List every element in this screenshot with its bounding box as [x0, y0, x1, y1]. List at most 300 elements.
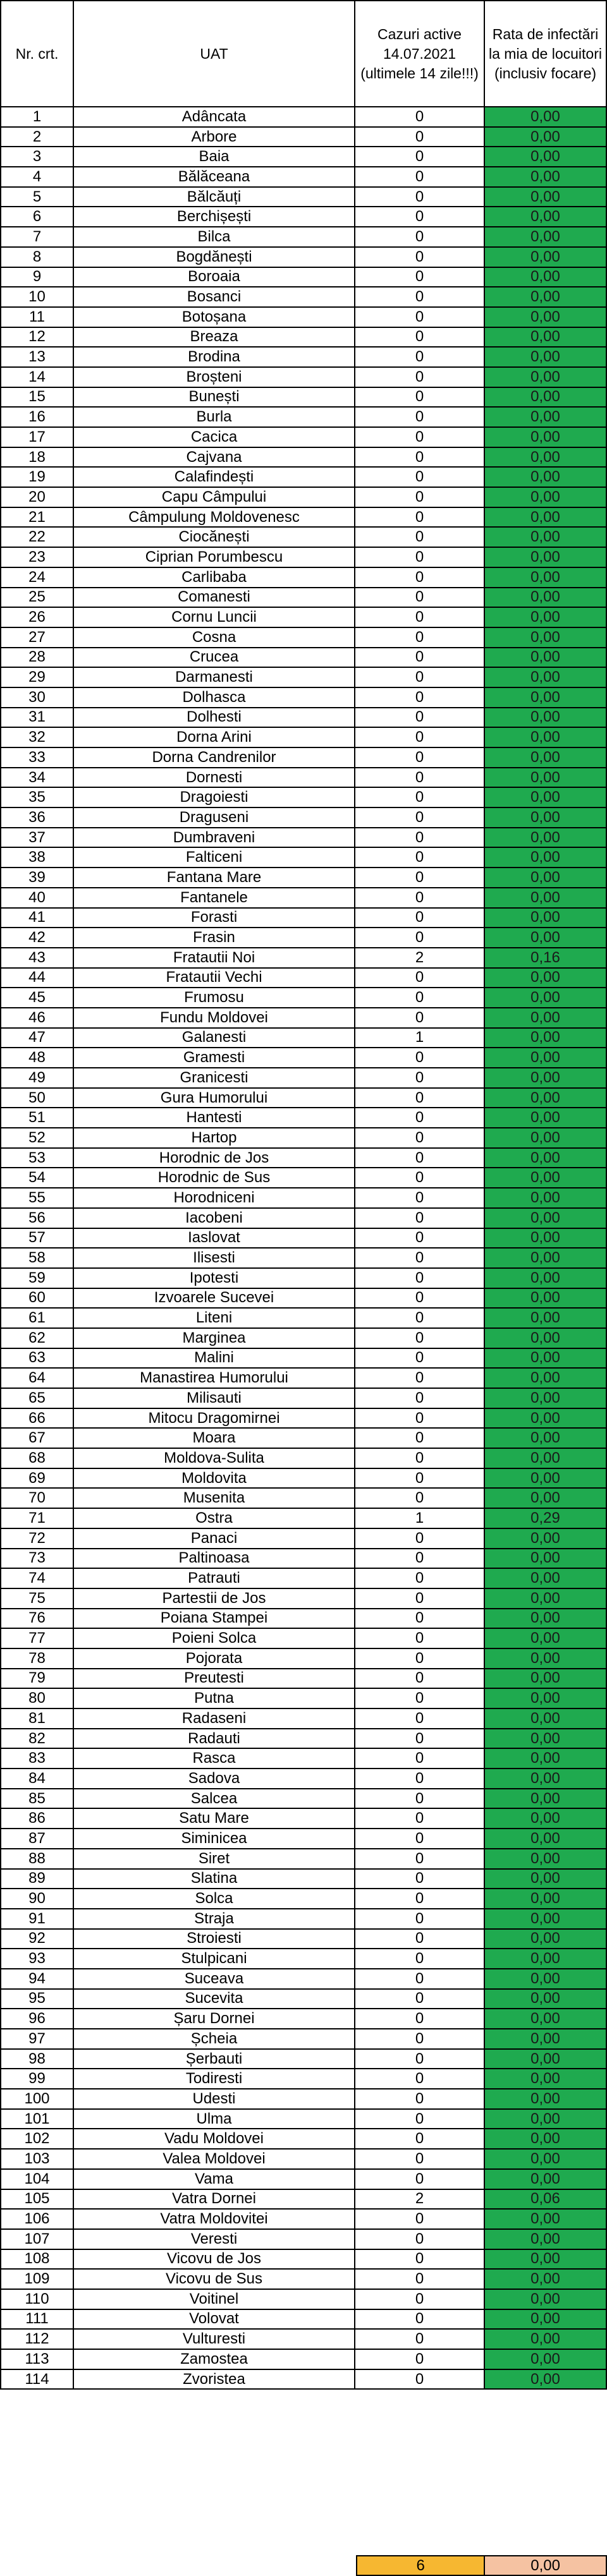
table-row	[1, 2129, 606, 2149]
cell-nr: 114	[1, 2369, 73, 2390]
cell-nr: 34	[1, 768, 73, 788]
table-row	[1, 2309, 606, 2330]
cell-cases: 0	[355, 667, 484, 687]
cell-rate: 0,00	[484, 1408, 606, 1429]
table-row	[1, 1669, 606, 1689]
cell-uat: Pojorata	[73, 1648, 355, 1669]
cell-uat: Bogdănești	[73, 247, 355, 267]
table-row	[1, 1748, 606, 1769]
cell-rate: 0,00	[484, 988, 606, 1008]
cell-nr: 55	[1, 1188, 73, 1208]
cell-rate: 0,00	[484, 1949, 606, 1969]
table-row	[1, 567, 606, 588]
cell-rate: 0,00	[484, 1368, 606, 1388]
cell-cases: 0	[355, 908, 484, 928]
cell-cases: 0	[355, 407, 484, 427]
cell-nr: 110	[1, 2289, 73, 2309]
cell-rate: 0,00	[484, 768, 606, 788]
cell-uat: Hantesti	[73, 1108, 355, 1128]
table-row	[1, 1228, 606, 1249]
cell-nr: 54	[1, 1168, 73, 1188]
cell-rate: 0,00	[484, 1008, 606, 1028]
cell-rate: 0,00	[484, 1148, 606, 1168]
cell-rate: 0,00	[484, 2249, 606, 2270]
cell-uat: Milisauti	[73, 1388, 355, 1408]
cell-cases: 0	[355, 1008, 484, 1028]
cell-cases: 0	[355, 868, 484, 888]
table-row	[1, 2009, 606, 2029]
cell-nr: 82	[1, 1729, 73, 1749]
table-row	[1, 807, 606, 828]
cell-uat: Iaslovat	[73, 1228, 355, 1249]
cell-cases: 0	[355, 307, 484, 327]
cell-nr: 88	[1, 1849, 73, 1869]
cell-rate: 0,00	[484, 1088, 606, 1108]
cell-cases: 0	[355, 588, 484, 608]
cell-cases: 2	[355, 948, 484, 968]
cell-rate: 0,00	[484, 1969, 606, 1989]
cell-uat: Preutesti	[73, 1669, 355, 1689]
cell-cases: 0	[355, 467, 484, 487]
cell-cases: 0	[355, 1549, 484, 1569]
cell-rate: 0,00	[484, 1549, 606, 1569]
cell-rate: 0,00	[484, 2089, 606, 2109]
cell-nr: 49	[1, 1068, 73, 1088]
cell-uat: Poieni Solca	[73, 1628, 355, 1648]
cell-rate: 0,00	[484, 2229, 606, 2249]
cell-cases: 0	[355, 1688, 484, 1708]
cell-rate: 0,00	[484, 868, 606, 888]
table-row	[1, 708, 606, 728]
cell-nr: 15	[1, 387, 73, 408]
cell-cases: 0	[355, 1368, 484, 1388]
cell-nr: 31	[1, 708, 73, 728]
table-row	[1, 127, 606, 147]
cell-cases: 0	[355, 1989, 484, 2009]
cell-cases: 0	[355, 507, 484, 528]
cell-nr: 6	[1, 207, 73, 227]
cell-uat: Câmpulung Moldovenesc	[73, 507, 355, 528]
table-row	[1, 1088, 606, 1108]
cell-uat: Berchișești	[73, 207, 355, 227]
cell-rate: 0,00	[484, 1228, 606, 1249]
cell-uat: Cacica	[73, 427, 355, 447]
cell-cases: 0	[355, 1929, 484, 1949]
cell-uat: Galanesti	[73, 1028, 355, 1048]
table-row	[1, 367, 606, 387]
cell-uat: Moara	[73, 1428, 355, 1448]
cell-uat: Patrauti	[73, 1568, 355, 1588]
cell-cases: 0	[355, 1208, 484, 1228]
cell-nr: 28	[1, 648, 73, 668]
cell-nr: 52	[1, 1128, 73, 1148]
cell-uat: Bălcăuți	[73, 187, 355, 207]
cell-rate: 0,00	[484, 1528, 606, 1549]
cell-cases: 2	[355, 2189, 484, 2210]
cell-uat: Valea Moldovei	[73, 2149, 355, 2169]
cell-rate: 0,00	[484, 1829, 606, 1849]
cell-rate: 0,00	[484, 2289, 606, 2309]
cell-uat: Solca	[73, 1889, 355, 1909]
table-row	[1, 948, 606, 968]
cell-uat: Slatina	[73, 1869, 355, 1889]
table-row	[1, 2049, 606, 2069]
table-row	[1, 147, 606, 167]
table-row	[1, 687, 606, 708]
cell-rate: 0,00	[484, 567, 606, 588]
table-row	[1, 2149, 606, 2169]
table-row	[1, 1328, 606, 1348]
cell-cases: 0	[355, 2349, 484, 2369]
table-row	[1, 487, 606, 507]
cell-cases: 0	[355, 1708, 484, 1729]
cell-nr: 73	[1, 1549, 73, 1569]
cell-nr: 80	[1, 1688, 73, 1708]
cell-rate: 0,00	[484, 447, 606, 468]
table-row	[1, 1368, 606, 1388]
cell-uat: Paltinoasa	[73, 1549, 355, 1569]
cell-uat: Dorna Candrenilor	[73, 747, 355, 768]
cell-nr: 2	[1, 127, 73, 147]
cell-rate: 0,00	[484, 487, 606, 507]
cell-rate: 0,00	[484, 727, 606, 747]
cell-nr: 111	[1, 2309, 73, 2330]
cell-uat: Ciprian Porumbescu	[73, 547, 355, 567]
header-uat: UAT	[73, 1, 355, 107]
cell-nr: 84	[1, 1769, 73, 1789]
cell-cases: 0	[355, 487, 484, 507]
cell-cases: 0	[355, 1348, 484, 1369]
cell-nr: 78	[1, 1648, 73, 1669]
cell-rate: 0,00	[484, 2169, 606, 2189]
cell-cases: 0	[355, 367, 484, 387]
cell-uat: Calafindești	[73, 467, 355, 487]
cell-cases: 0	[355, 547, 484, 567]
cell-rate: 0,00	[484, 527, 606, 547]
cell-uat: Panaci	[73, 1528, 355, 1549]
cell-uat: Cosna	[73, 627, 355, 648]
cell-cases: 0	[355, 1048, 484, 1068]
cell-uat: Vadu Moldovei	[73, 2129, 355, 2149]
cell-cases: 0	[355, 1528, 484, 1549]
table-row	[1, 207, 606, 227]
cell-nr: 13	[1, 347, 73, 367]
cell-rate: 0,00	[484, 2129, 606, 2149]
cell-cases: 0	[355, 207, 484, 227]
table-row	[1, 1889, 606, 1909]
cell-cases: 0	[355, 1128, 484, 1148]
cell-cases: 0	[355, 1588, 484, 1609]
cell-nr: 37	[1, 828, 73, 848]
cell-uat: Mitocu Dragomirnei	[73, 1408, 355, 1429]
cell-rate: 0,00	[484, 167, 606, 187]
cell-cases: 0	[355, 888, 484, 908]
cell-nr: 85	[1, 1789, 73, 1809]
table-row	[1, 1568, 606, 1588]
cell-cases: 0	[355, 1609, 484, 1629]
cell-cases: 0	[355, 787, 484, 807]
cell-uat: Vatra Moldovitei	[73, 2209, 355, 2229]
table-row	[1, 1648, 606, 1669]
cell-cases: 0	[355, 2209, 484, 2229]
cell-nr: 95	[1, 1989, 73, 2009]
cell-rate: 0,00	[484, 547, 606, 567]
cell-uat: Liteni	[73, 1308, 355, 1328]
cell-uat: Veresti	[73, 2229, 355, 2249]
cell-rate: 0,00	[484, 307, 606, 327]
cell-uat: Dragoiesti	[73, 787, 355, 807]
cell-nr: 53	[1, 1148, 73, 1168]
cell-cases: 0	[355, 2009, 484, 2029]
cell-cases: 0	[355, 107, 484, 127]
cell-nr: 61	[1, 1308, 73, 1328]
table-row	[1, 1949, 606, 1969]
table-row	[1, 447, 606, 468]
cell-nr: 44	[1, 968, 73, 988]
table-row	[1, 1068, 606, 1088]
table-row	[1, 868, 606, 888]
cell-rate: 0,00	[484, 1648, 606, 1669]
table-row	[1, 2349, 606, 2369]
cell-cases: 0	[355, 527, 484, 547]
cell-rate: 0,00	[484, 347, 606, 367]
cell-nr: 48	[1, 1048, 73, 1068]
cell-cases: 0	[355, 1408, 484, 1429]
cell-uat: Arbore	[73, 127, 355, 147]
table-row	[1, 2329, 606, 2349]
cell-cases: 0	[355, 1468, 484, 1489]
cell-uat: Bilca	[73, 227, 355, 247]
cell-nr: 12	[1, 327, 73, 348]
cell-uat: Dolhesti	[73, 708, 355, 728]
cell-rate: 0,00	[484, 1708, 606, 1729]
cell-cases: 0	[355, 2089, 484, 2109]
cell-cases: 0	[355, 1949, 484, 1969]
cell-cases: 0	[355, 807, 484, 828]
cell-uat: Marginea	[73, 1328, 355, 1348]
cell-cases: 0	[355, 567, 484, 588]
cell-rate: 0,00	[484, 1849, 606, 1869]
table-row	[1, 1769, 606, 1789]
cell-rate: 0,16	[484, 948, 606, 968]
table-row	[1, 1048, 606, 1068]
cell-uat: Dorna Arini	[73, 727, 355, 747]
table-row	[1, 1929, 606, 1949]
table-row	[1, 1528, 606, 1549]
table-row	[1, 627, 606, 648]
cell-uat: Ipotesti	[73, 1268, 355, 1288]
cell-cases: 0	[355, 1088, 484, 1108]
cell-uat: Șaru Dornei	[73, 2009, 355, 2029]
cell-uat: Bălăceana	[73, 167, 355, 187]
table-row	[1, 588, 606, 608]
cell-nr: 59	[1, 1268, 73, 1288]
cell-uat: Volovat	[73, 2309, 355, 2330]
cell-uat: Dornesti	[73, 768, 355, 788]
cell-cases: 0	[355, 2249, 484, 2270]
cell-nr: 86	[1, 1808, 73, 1829]
table-row	[1, 167, 606, 187]
cell-uat: Stroiesti	[73, 1929, 355, 1949]
cell-cases: 0	[355, 2309, 484, 2330]
cell-cases: 0	[355, 267, 484, 287]
cell-uat: Granicesti	[73, 1068, 355, 1088]
cell-rate: 0,00	[484, 2329, 606, 2349]
cell-rate: 0,00	[484, 2309, 606, 2330]
cell-nr: 74	[1, 1568, 73, 1588]
table-row	[1, 1789, 606, 1809]
cell-rate: 0,00	[484, 1028, 606, 1048]
totals-row	[356, 2555, 607, 2576]
cell-cases: 0	[355, 2289, 484, 2309]
cell-uat: Șerbauti	[73, 2049, 355, 2069]
table-row	[1, 1708, 606, 1729]
table-row	[1, 908, 606, 928]
cell-nr: 27	[1, 627, 73, 648]
cell-nr: 112	[1, 2329, 73, 2349]
table-row	[1, 1488, 606, 1508]
table-row	[1, 1188, 606, 1208]
cell-nr: 19	[1, 467, 73, 487]
cell-nr: 65	[1, 1388, 73, 1408]
cell-nr: 33	[1, 747, 73, 768]
cell-cases: 0	[355, 627, 484, 648]
table-row	[1, 1468, 606, 1489]
cell-cases: 0	[355, 147, 484, 167]
cell-uat: Iacobeni	[73, 1208, 355, 1228]
cell-uat: Horodniceni	[73, 1188, 355, 1208]
cell-rate: 0,00	[484, 2069, 606, 2089]
cell-cases: 0	[355, 1789, 484, 1809]
cell-rate: 0,00	[484, 227, 606, 247]
table-row	[1, 1268, 606, 1288]
cell-uat: Horodnic de Sus	[73, 1168, 355, 1188]
cell-nr: 63	[1, 1348, 73, 1369]
cell-cases: 0	[355, 387, 484, 408]
table-row	[1, 1588, 606, 1609]
cell-rate: 0,00	[484, 747, 606, 768]
cell-rate: 0,00	[484, 1748, 606, 1769]
cell-nr: 71	[1, 1508, 73, 1528]
cell-cases: 0	[355, 747, 484, 768]
cell-rate: 0,00	[484, 1609, 606, 1629]
cell-rate: 0,00	[484, 1909, 606, 1929]
cell-nr: 35	[1, 787, 73, 807]
cell-nr: 3	[1, 147, 73, 167]
cell-rate: 0,00	[484, 1388, 606, 1408]
cell-uat: Broșteni	[73, 367, 355, 387]
cell-cases: 0	[355, 447, 484, 468]
cell-nr: 58	[1, 1248, 73, 1268]
cell-cases: 0	[355, 1869, 484, 1889]
cell-cases: 0	[355, 727, 484, 747]
cell-uat: Radaseni	[73, 1708, 355, 1729]
cell-cases: 0	[355, 1168, 484, 1188]
cell-rate: 0,00	[484, 287, 606, 307]
cell-uat: Frumosu	[73, 988, 355, 1008]
table-row	[1, 2069, 606, 2089]
cell-uat: Musenita	[73, 1488, 355, 1508]
table-row	[1, 747, 606, 768]
table-row	[1, 1408, 606, 1429]
cell-uat: Salcea	[73, 1789, 355, 1809]
table-row	[1, 847, 606, 868]
cell-uat: Brodina	[73, 347, 355, 367]
table-row	[1, 1128, 606, 1148]
cell-uat: Dolhasca	[73, 687, 355, 708]
cell-cases: 0	[355, 988, 484, 1008]
cell-rate: 0,00	[484, 1669, 606, 1689]
table-row	[1, 968, 606, 988]
cell-uat: Draguseni	[73, 807, 355, 828]
cell-rate: 0,00	[484, 367, 606, 387]
table-row	[1, 1869, 606, 1889]
cell-rate: 0,00	[484, 467, 606, 487]
cell-uat: Moldova-Sulita	[73, 1448, 355, 1468]
cell-uat: Moldovita	[73, 1468, 355, 1489]
cell-rate: 0,00	[484, 1268, 606, 1288]
cell-cases: 1	[355, 1508, 484, 1528]
table-row	[1, 928, 606, 948]
cell-uat: Cornu Luncii	[73, 607, 355, 627]
cell-cases: 0	[355, 2049, 484, 2069]
cell-nr: 1	[1, 107, 73, 127]
cell-cases: 0	[355, 1448, 484, 1468]
cell-rate: 0,00	[484, 1468, 606, 1489]
cell-rate: 0,00	[484, 1488, 606, 1508]
cell-uat: Comanesti	[73, 588, 355, 608]
cell-uat: Bunești	[73, 387, 355, 408]
cell-cases: 0	[355, 1808, 484, 1829]
cell-rate: 0,00	[484, 648, 606, 668]
cell-uat: Udesti	[73, 2089, 355, 2109]
cell-cases: 0	[355, 1188, 484, 1208]
cell-nr: 100	[1, 2089, 73, 2109]
cell-nr: 47	[1, 1028, 73, 1048]
cell-rate: 0,00	[484, 667, 606, 687]
cell-cases: 0	[355, 2369, 484, 2390]
cell-uat: Boroaia	[73, 267, 355, 287]
cell-nr: 56	[1, 1208, 73, 1228]
table-row	[1, 407, 606, 427]
cell-cases: 0	[355, 2329, 484, 2349]
cell-rate: 0,00	[484, 787, 606, 807]
cell-rate: 0,00	[484, 1989, 606, 2009]
cell-nr: 8	[1, 247, 73, 267]
table-row	[1, 988, 606, 1008]
total-rate: 0,00	[484, 2556, 606, 2575]
cell-uat: Ilisesti	[73, 1248, 355, 1268]
table-row	[1, 2169, 606, 2189]
cell-uat: Botoșana	[73, 307, 355, 327]
cell-nr: 36	[1, 807, 73, 828]
cell-cases: 0	[355, 1488, 484, 1508]
cell-uat: Malini	[73, 1348, 355, 1369]
cell-rate: 0,00	[484, 1188, 606, 1208]
cell-uat: Zamostea	[73, 2349, 355, 2369]
cell-cases: 0	[355, 828, 484, 848]
table-row	[1, 2269, 606, 2289]
cell-rate: 0,00	[484, 1128, 606, 1148]
table-row	[1, 2189, 606, 2210]
table-row	[1, 607, 606, 627]
table-row	[1, 1508, 606, 1528]
table-row	[1, 427, 606, 447]
cell-rate: 0,00	[484, 1808, 606, 1829]
table-row	[1, 1248, 606, 1268]
table-row	[1, 768, 606, 788]
cell-uat: Ostra	[73, 1508, 355, 1528]
